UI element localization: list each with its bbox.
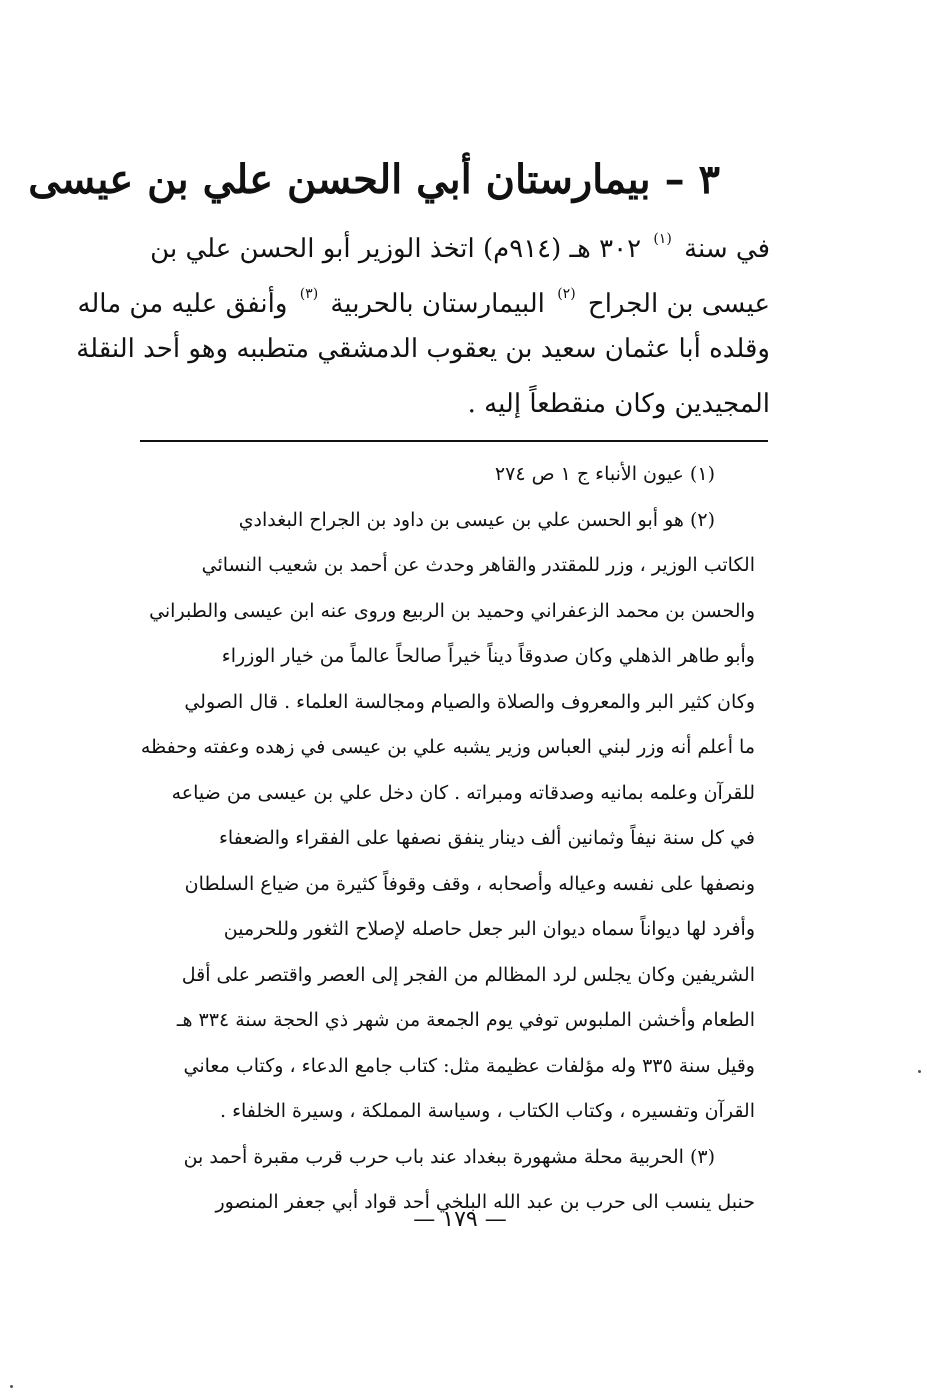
scan-speck xyxy=(918,1070,921,1073)
footnote-2-line: والحسن بن محمد الزعفراني وحميد بن الربيع وروى عنه ابن عيسى والطبراني xyxy=(149,599,755,622)
footnote-2-line: وقيل سنة ٣٣٥ وله مؤلفات عظيمة مثل: كتاب جامع الدعاء ، وكتاب معاني xyxy=(183,1054,755,1077)
main-line xyxy=(77,267,770,322)
text-run: في سنة xyxy=(684,234,770,264)
text-run: البيمارستان بالحربية xyxy=(330,289,545,319)
footnote-2-line: الطعام وأخشن الملبوس توفي يوم الجمعة من شهر ذي الحجة سنة ٣٣٤ هـ xyxy=(176,1009,755,1031)
main-line xyxy=(130,212,770,267)
footnote-1: (١) عيون الأنباء ج ١ ص ٢٧٤ xyxy=(494,463,715,485)
footnote-3-line: (٣) الحربية محلة مشهورة ببغداد عند باب حرب قرب مقبرة أحمد بن xyxy=(183,1145,715,1168)
footnote-2-line: الشريفين وكان يجلس لرد المظالم من الفجر إلى العصر واقتصر على أقل xyxy=(181,963,755,986)
footnote-2-line: وأبو طاهر الذهلي وكان صدوقاً ديناً خيراً صالحاً عالماً من خيار الوزراء xyxy=(221,645,755,667)
footnote-2-line: (٢) هو أبو الحسن علي بن عيسى بن داود بن الجراح البغدادي xyxy=(238,508,715,531)
footnote-2-line: القرآن وتفسيره ، وكتاب الكتاب ، وسياسة المملكة ، وسيرة الخلفاء . xyxy=(219,1100,755,1122)
footnote-3-line: حنبل ينسب الى حرب بن عبد الله البلخي أحد قواد أبي جعفر المنصور xyxy=(215,1191,755,1213)
section-title: ٣ – بيمارستان أبي الحسن علي بن عيسى xyxy=(28,156,720,203)
footnote-ref: (٣) xyxy=(299,286,319,302)
footnote-ref: (١) xyxy=(653,231,672,247)
main-paragraph xyxy=(76,212,770,432)
footnote-2-line: للقرآن وعلمه بمانيه وصدقاته ومبراته . كان دخل علي بن عيسى من ضياعه xyxy=(171,781,755,804)
page-number: — ١٧٩ — xyxy=(413,1207,507,1232)
text-run: ٣٠٢ هـ (٩١٤م) اتخذ الوزير أبو الحسن علي بن xyxy=(150,234,642,264)
footnote-2-line: في كل سنة نيفاً وثمانين ألف دينار ينفق نصفها على الفقراء والضعفاء xyxy=(218,827,755,849)
footnote-divider xyxy=(140,440,768,442)
text-run: وأنفق عليه من ماله xyxy=(77,289,288,319)
footnote-2-line: ونصفها على نفسه وعياله وأصحابه ، وقف وقوفاً كثيرة من ضياع السلطان xyxy=(184,872,755,895)
scan-speck xyxy=(10,1385,13,1388)
footnote-2-line: ما أعلم أنه وزر لبني العباس وزير يشبه علي بن عيسى في زهده وعفته وحفظه xyxy=(140,736,755,758)
main-line: وقلده أبا عثمان سعيد بن يعقوب الدمشقي متطببه وهو أحد النقلة xyxy=(76,334,770,364)
footnotes xyxy=(135,452,755,1226)
text-run: عيسى بن الجراح xyxy=(587,289,770,319)
footnote-ref: (٢) xyxy=(557,286,576,302)
footnote-2-line: وأفرد لها ديواناً سماه ديوان البر جعل حاصله لإصلاح الثغور وللحرمين xyxy=(223,918,755,940)
main-line: المجيدين وكان منقطعاً إليه . xyxy=(467,389,770,419)
footnote-2-line: وكان كثير البر والمعروف والصلاة والصيام ومجالسة العلماء . قال الصولي xyxy=(184,690,755,713)
footnote-2-line: الكاتب الوزير ، وزر للمقتدر والقاهر وحدث عن أحمد بن شعيب النسائي xyxy=(201,554,755,576)
